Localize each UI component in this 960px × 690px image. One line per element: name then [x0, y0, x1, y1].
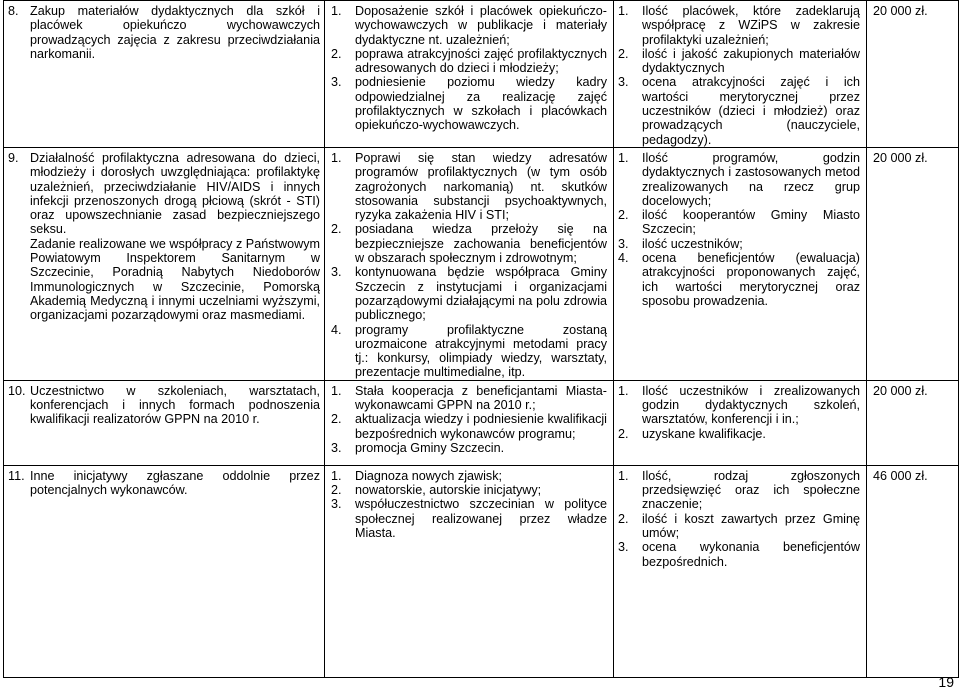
- item-number: 2.: [618, 511, 629, 526]
- item-number: 3.: [331, 75, 342, 90]
- item-text: ilość uczestników;: [642, 236, 743, 251]
- table-row: [4, 147, 959, 380]
- item-number: 3.: [618, 540, 629, 555]
- task-title: Działalność profilaktyczna adresowana do dzieci, młodzieży i dorosłych uwzględniająca: profilaktykę uzależnień, przeciwdziałanie HIV/AIDS i innych infekcji przenoszonych drogą płciową (skrót - STI) oraz upowszechnianie zasad bezpieczniejszego seksu.: [30, 150, 320, 237]
- page-number: 19: [938, 674, 954, 690]
- table-row: [4, 380, 959, 465]
- item-text: Ilość, rodzaj zgłoszonych przedsięwzięć oraz ich społeczne znaczenie;: [642, 468, 860, 512]
- item-text: Diagnoza nowych zjawisk;: [355, 468, 502, 483]
- expected-results-cell: [325, 147, 614, 380]
- task-title-cell: [4, 380, 325, 465]
- list-item: [331, 323, 607, 380]
- amount-cell: [867, 1, 959, 148]
- item-number: 2.: [331, 412, 342, 427]
- item-number: 2.: [331, 483, 342, 498]
- task-description: Zadanie realizowane we współpracy z Państwowym Powiatowym Inspektorem Sanitarnym w Szczecinie, Poradnią Nabytych Niedoborów Immunologicznych w Szczecinie, Pomorską Akademią Medyczną i innymi uczelniami wyższymi, organizacjami pozarządowymi oraz masmediami.: [30, 236, 320, 323]
- amount: 20 000 zł.: [873, 4, 928, 18]
- item-number: 1.: [618, 383, 629, 398]
- expected-results-cell: [325, 380, 614, 465]
- list-item: [331, 469, 607, 483]
- item-text: ilość kooperantów Gminy Miasto Szczecin;: [642, 208, 860, 237]
- item-text: współuczestnictwo szczecinian w polityce społecznej realizowanej przez władze Miasta.: [355, 497, 607, 540]
- item-number: 4.: [331, 322, 342, 337]
- program-table: [3, 0, 959, 678]
- item-number: 3.: [331, 265, 342, 280]
- row-number: 8.: [8, 4, 19, 18]
- item-text: ilość i jakość zakupionych materiałów dydaktycznych: [642, 46, 860, 76]
- item-number: 2.: [331, 222, 342, 237]
- list-item: [618, 427, 860, 441]
- item-text: poprawa atrakcyjności zajęć profilaktycznych adresowanych do dzieci i młodzieży;: [355, 46, 607, 76]
- list-item: [618, 47, 860, 76]
- item-number: 1.: [618, 150, 629, 165]
- indicators-cell: [614, 465, 867, 677]
- list-item: [618, 75, 860, 146]
- item-text: podniesienie poziomu wiedzy kadry odpowiedzialnej za realizację zajęć profilaktycznych w szkołach i placówkach opiekuńczo-wychowawczych.: [355, 75, 607, 133]
- list-item: [618, 512, 860, 541]
- item-number: 1.: [331, 4, 342, 18]
- task-title-cell: [4, 147, 325, 380]
- expected-results-cell: [325, 1, 614, 148]
- amount-cell: [867, 147, 959, 380]
- item-number: 2.: [618, 46, 629, 61]
- table-row: [4, 1, 959, 148]
- item-text: uzyskane kwalifikacje.: [642, 426, 766, 441]
- list-item: [331, 412, 607, 441]
- task-title-cell: [4, 1, 325, 148]
- item-number: 1.: [618, 468, 629, 483]
- item-text: Doposażenie szkół i placówek opiekuńczo-wychowawczych w publikacje i materiały dydaktyczne nt. uzależnień;: [355, 4, 607, 47]
- item-number: 1.: [331, 468, 342, 483]
- list-item: [618, 251, 860, 308]
- list-item: [331, 151, 607, 222]
- list-item: [618, 469, 860, 512]
- indicators-cell: [614, 1, 867, 148]
- item-number: 2.: [618, 208, 629, 223]
- item-text: nowatorskie, autorskie inicjatywy;: [355, 483, 542, 498]
- indicators-cell: [614, 147, 867, 380]
- item-text: ilość i koszt zawartych przez Gminę umów;: [642, 511, 860, 540]
- list-item: [618, 384, 860, 427]
- indicators-cell: [614, 380, 867, 465]
- row-number: 11.: [8, 468, 25, 483]
- item-number: 4.: [618, 251, 629, 266]
- item-number: 1.: [331, 383, 342, 398]
- item-number: 2.: [331, 46, 342, 61]
- task-title: Zakup materiałów dydaktycznych dla szkół i placówek opiekuńczo wychowawczych prowadzących zajęcia z zakresu przeciwdziałania narkomanii.: [30, 4, 320, 61]
- item-text: aktualizacja wiedzy i podniesienie kwalifikacji bezpośrednich wykonawców programu;: [355, 412, 607, 441]
- list-item: [618, 237, 860, 251]
- table-row: [4, 465, 959, 677]
- item-text: Poprawi się stan wiedzy adresatów programów profilaktycznych (w tym osób zagrożonych narkomanią) nt. skutków stosowania substancji psychoaktywnych, ryzyka zakażenia HIV i STI;: [355, 150, 607, 223]
- list-item: [331, 483, 607, 497]
- item-text: ocena beneficjentów (ewaluacja) atrakcyjności proponowanych zajęć, ich wartości merytorycznej oraz sposobu prowadzenia.: [642, 251, 860, 308]
- list-item: [331, 4, 607, 47]
- item-number: 1.: [331, 150, 342, 165]
- list-item: [331, 47, 607, 76]
- task-title: Uczestnictwo w szkoleniach, warsztatach, konferencjach i innych formach podnoszenia kwalifikacji realizatorów GPPN na 2010 r.: [30, 383, 320, 427]
- item-text: ocena wykonania beneficjentów bezpośrednich.: [642, 540, 860, 569]
- item-number: 3.: [618, 75, 629, 90]
- item-text: promocja Gminy Szczecin.: [355, 440, 505, 455]
- item-text: Ilość programów, godzin dydaktycznych i zastosowanych metod zrealizowanych na rzecz grup docelowych;: [642, 150, 860, 208]
- list-item: [618, 4, 860, 47]
- row-number: 10.: [8, 383, 26, 398]
- list-item: [331, 222, 607, 265]
- task-title-cell: [4, 465, 325, 677]
- task-title: Inne inicjatywy zgłaszane oddolnie przez potencjalnych wykonawców.: [30, 468, 320, 498]
- list-item: [618, 540, 860, 569]
- amount: 20 000 zł.: [873, 383, 928, 398]
- list-item: [331, 265, 607, 322]
- list-item: [618, 151, 860, 208]
- list-item: [331, 384, 607, 413]
- list-item: [331, 441, 607, 455]
- item-number: 2.: [618, 426, 629, 441]
- amount: 20 000 zł.: [873, 150, 928, 165]
- item-text: kontynuowana będzie współpraca Gminy Szczecin z instytucjami i organizacjami pozarządowymi działającymi na polu zdrowia publicznego;: [355, 265, 607, 323]
- item-text: Ilość uczestników i zrealizowanych godzin dydaktycznych szkoleń, warsztatów, konferencji i in.;: [642, 383, 860, 427]
- item-text: Stała kooperacja z beneficjantami Miasta-wykonawcami GPPN na 2010 r.;: [355, 383, 607, 413]
- item-number: 3.: [618, 236, 629, 251]
- list-item: [331, 497, 607, 540]
- item-number: 3.: [331, 440, 342, 455]
- list-item: [618, 208, 860, 237]
- item-text: programy profilaktyczne zostaną urozmaicone atrakcyjnymi metodami pracy tj.: konkursy, olimpiady wiedzy, warsztaty, prezentacje multimedialne, itp.: [355, 322, 607, 380]
- item-number: 1.: [618, 4, 629, 18]
- amount-cell: [867, 380, 959, 465]
- item-number: 3.: [331, 497, 342, 512]
- item-text: ocena atrakcyjności zajęć i ich wartości merytorycznej przez uczestników (dzieci i młodzież) oraz prowadzących (nauczyciele, pedagodzy).: [642, 75, 860, 147]
- expected-results-cell: [325, 465, 614, 677]
- item-text: Ilość placówek, które zadeklarują współpracę z WZiPS w zakresie profilaktyki uzależnień;: [642, 4, 860, 47]
- amount: 46 000 zł.: [873, 468, 928, 483]
- item-text: posiadana wiedza przełoży się na bezpieczniejsze zachowania beneficjentów w obszarach społecznym i zdrowotnym;: [355, 222, 607, 266]
- amount-cell: [867, 465, 959, 677]
- list-item: [331, 75, 607, 132]
- row-number: 9.: [8, 150, 19, 165]
